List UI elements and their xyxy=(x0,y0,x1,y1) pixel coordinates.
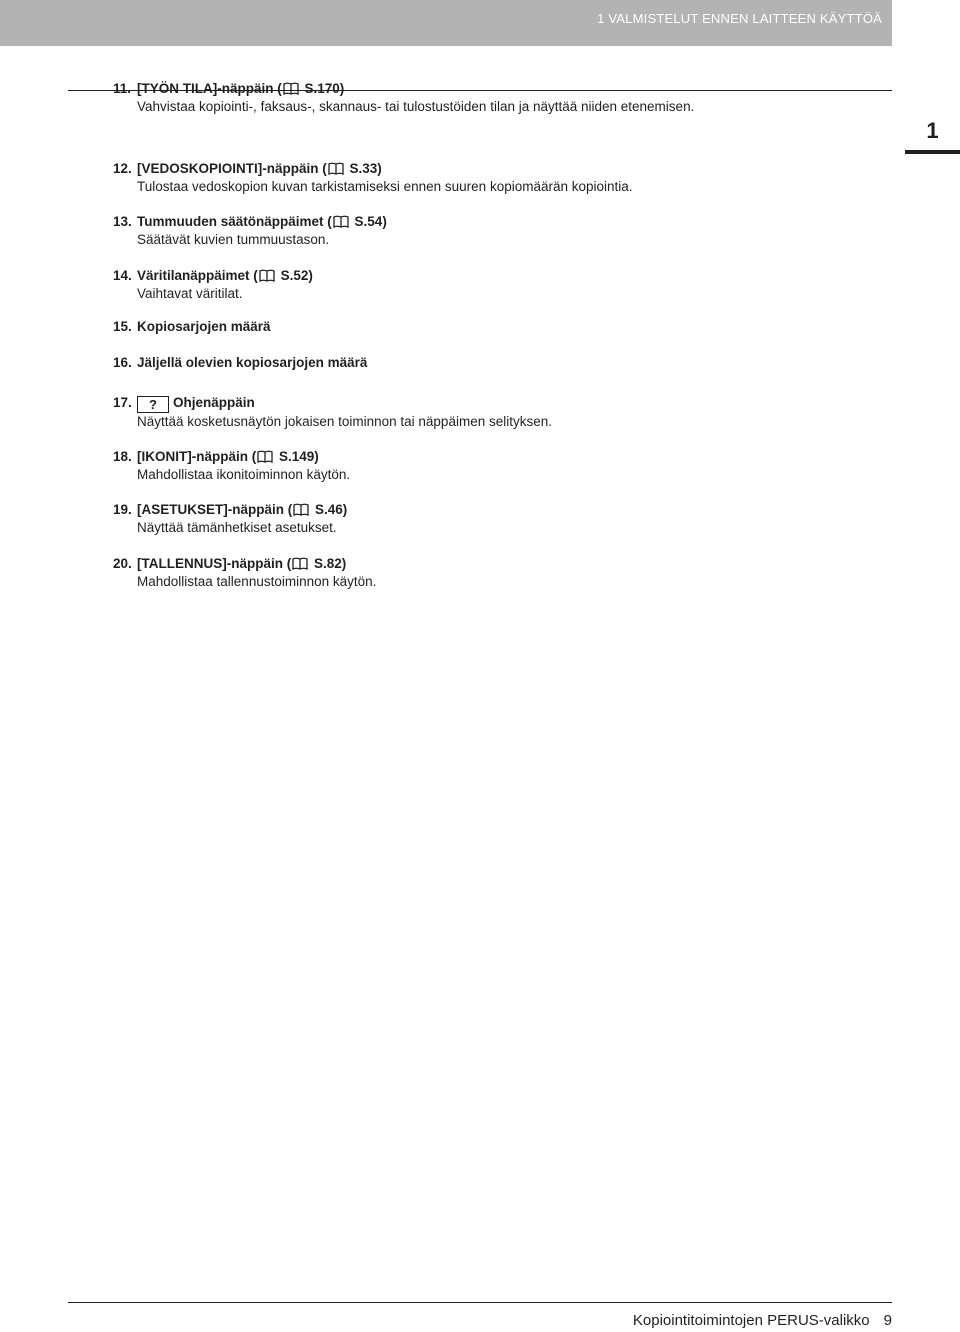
item-heading: 16. Jäljellä olevien kopiosarjojen määrä xyxy=(113,355,368,370)
list-item xyxy=(113,213,873,249)
list-item xyxy=(113,267,873,303)
chapter-header-title: 1 VALMISTELUT ENNEN LAITTEEN KÄYTTÖÄ xyxy=(597,11,882,26)
book-icon xyxy=(257,450,273,463)
item-heading: 11. [TYÖN TILA]-näppäin ( S.170) xyxy=(113,81,345,96)
page-number: 9 xyxy=(883,1312,892,1329)
item-description: Säätävät kuvien tummuustason. xyxy=(137,232,330,247)
item-heading: 17. ? Ohjenäppäin xyxy=(113,395,255,412)
item-heading: 14. Väritilanäppäimet ( S.52) xyxy=(113,268,313,283)
list-item xyxy=(113,394,873,431)
item-description: Näyttää tämänhetkiset asetukset. xyxy=(137,520,337,535)
chapter-tab: 1 xyxy=(905,112,960,154)
item-heading: 19. [ASETUKSET]-näppäin ( S.46) xyxy=(113,502,348,517)
list-item xyxy=(113,318,873,336)
list-item xyxy=(113,501,873,537)
item-description: Mahdollistaa tallennustoiminnon käytön. xyxy=(137,574,377,589)
book-icon xyxy=(283,82,299,95)
header-bar xyxy=(0,0,892,46)
list-item xyxy=(113,354,873,372)
book-icon xyxy=(259,269,275,282)
item-description: Vahvistaa kopiointi-, faksaus-, skannaus- tai tulostustöiden tilan ja näyttää niiden etenemisen. xyxy=(137,99,695,114)
footer-title: Kopiointitoimintojen PERUS-valikko xyxy=(632,1312,870,1329)
item-heading: 15. Kopiosarjojen määrä xyxy=(113,319,271,334)
book-icon xyxy=(328,162,344,175)
item-heading: 13. Tummuuden säätönäppäimet ( S.54) xyxy=(113,214,387,229)
list-item xyxy=(113,448,873,484)
book-icon xyxy=(292,557,308,570)
item-description: Näyttää kosketusnäytön jokaisen toiminnon tai näppäimen selityksen. xyxy=(137,414,552,429)
list-item xyxy=(113,80,873,116)
help-key-icon: ? xyxy=(137,396,169,413)
item-heading: 18. [IKONIT]-näppäin ( S.149) xyxy=(113,449,319,464)
item-description: Vaihtavat väritilat. xyxy=(137,286,243,301)
item-description: Tulostaa vedoskopion kuvan tarkistamiseksi ennen suuren kopiomäärän kopiointia. xyxy=(137,179,633,194)
list-item xyxy=(113,555,873,591)
item-heading: 20. [TALLENNUS]-näppäin ( S.82) xyxy=(113,556,347,571)
page-footer xyxy=(633,1312,892,1329)
footer-divider xyxy=(68,1302,892,1303)
item-heading: 12. [VEDOSKOPIOINTI]-näppäin ( S.33) xyxy=(113,161,382,176)
item-description: Mahdollistaa ikonitoiminnon käytön. xyxy=(137,467,351,482)
book-icon xyxy=(293,503,309,516)
list-item xyxy=(113,160,873,196)
book-icon xyxy=(333,215,349,228)
